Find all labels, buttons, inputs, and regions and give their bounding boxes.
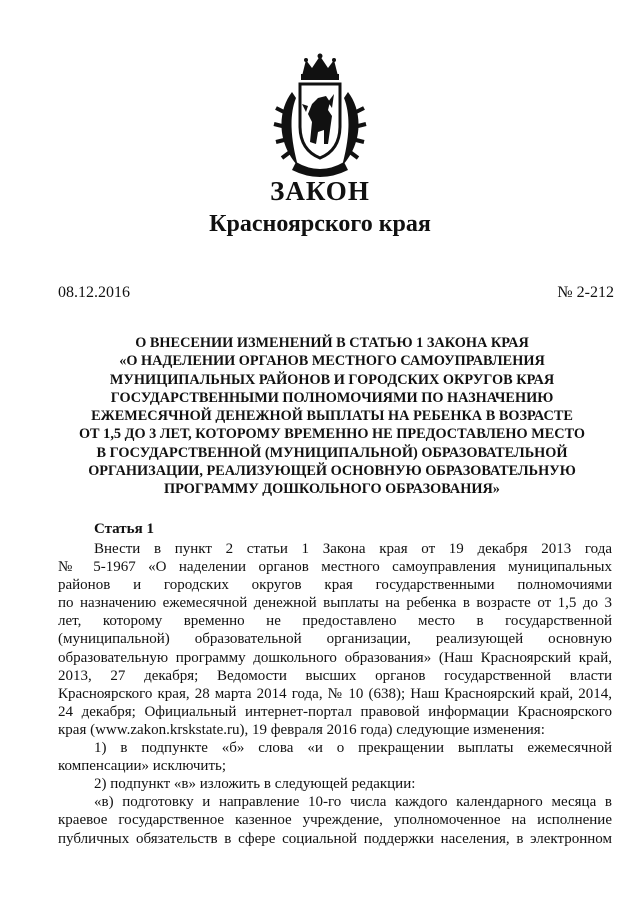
text-line: 2) подпункт «в» изложить в следующей редакции: <box>94 776 416 793</box>
text-line: образовательную программу дошкольного образования» (Наш Красноярский край, <box>58 649 612 666</box>
title-line: В ГОСУДАРСТВЕННОЙ (МУНИЦИПАЛЬНОЙ) ОБРАЗОВАТЕЛЬНОЙ <box>96 444 568 461</box>
krasnoyarsk-coat-of-arms-icon <box>272 52 368 178</box>
text-line: 24 декабря; Официальный интернет-портал правовой информации Красноярского <box>58 703 612 720</box>
text-line: компенсации» исключить; <box>58 758 227 775</box>
document-title <box>52 334 612 499</box>
amendment-item-1 <box>58 739 612 775</box>
text-line: № 5-1967 «О наделении органов местного самоуправления муниципальных <box>58 559 612 576</box>
text-line: районов и городских округов края государственными полномочиями <box>58 577 612 594</box>
article-paragraph <box>58 540 612 739</box>
text-line: краевое государственное казенное учреждение, уполномоченное на исполнение <box>58 812 612 829</box>
text-line: (муниципальной) образовательной организации, реализующей основную <box>58 631 612 648</box>
document-region: Красноярского края <box>209 211 431 237</box>
text-line: лет, которому временно не предоставлено место в государственной <box>58 613 612 630</box>
title-line: О ВНЕСЕНИИ ИЗМЕНЕНИЙ В СТАТЬЮ 1 ЗАКОНА КРАЯ <box>135 335 529 351</box>
amendment-item-2 <box>58 775 612 793</box>
text-line: 2013, 27 декабря; Ведомости высших органов государственной власти <box>58 667 612 684</box>
text-line: Красноярского края, 28 марта 2014 года, № 10 (638); Наш Красноярский край, 2014, <box>58 685 612 702</box>
title-line: ГОСУДАРСТВЕННЫМИ ПОЛНОМОЧИЯМИ ПО НАЗНАЧЕНИЮ <box>110 389 554 406</box>
document-date: 08.12.2016 <box>58 284 130 301</box>
text-line: по назначению ежемесячной денежной выплаты на ребенка в возрасте от 1,5 до 3 <box>58 595 612 612</box>
text-line: публичных обязательств в сфере социальной поддержки населения, в электронном <box>58 830 612 847</box>
text-line: Внести в пункт 2 статьи 1 Закона края от 19 декабря 2013 года <box>94 541 612 557</box>
quoted-text <box>58 793 612 847</box>
article-heading: Статья 1 <box>94 521 154 537</box>
document-type: ЗАКОН <box>270 176 370 206</box>
title-line: ПРОГРАММУ ДОШКОЛЬНОГО ОБРАЗОВАНИЯ» <box>164 481 500 498</box>
title-line: МУНИЦИПАЛЬНЫХ РАЙОНОВ И ГОРОДСКИХ ОКРУГОВ КРАЯ <box>109 371 555 388</box>
title-line: «О НАДЕЛЕНИИ ОРГАНОВ МЕСТНОГО САМОУПРАВЛЕНИЯ <box>119 353 545 370</box>
text-line: «в) подготовку и направление 10-го числа каждого календарного месяца в <box>94 794 612 811</box>
text-line: края (www.zakon.krskstate.ru), 19 февраля 2016 года) следующие изменения: <box>58 721 545 738</box>
article-body <box>58 540 612 848</box>
document-number: № 2-212 <box>557 284 614 301</box>
title-line: ОТ 1,5 ДО 3 ЛЕТ, КОТОРОМУ ВРЕМЕННО НЕ ПРЕДОСТАВЛЕНО МЕСТО <box>78 426 586 443</box>
text-line: 1) в подпункте «б» слова «и о прекращении выплаты ежемесячной <box>94 740 612 757</box>
title-line: ОРГАНИЗАЦИИ, РЕАЛИЗУЮЩЕЙ ОСНОВНУЮ ОБРАЗОВАТЕЛЬНУЮ <box>88 463 576 480</box>
title-line: ЕЖЕМЕСЯЧНОЙ ДЕНЕЖНОЙ ВЫПЛАТЫ НА РЕБЕНКА В ВОЗРАСТЕ <box>91 408 573 425</box>
